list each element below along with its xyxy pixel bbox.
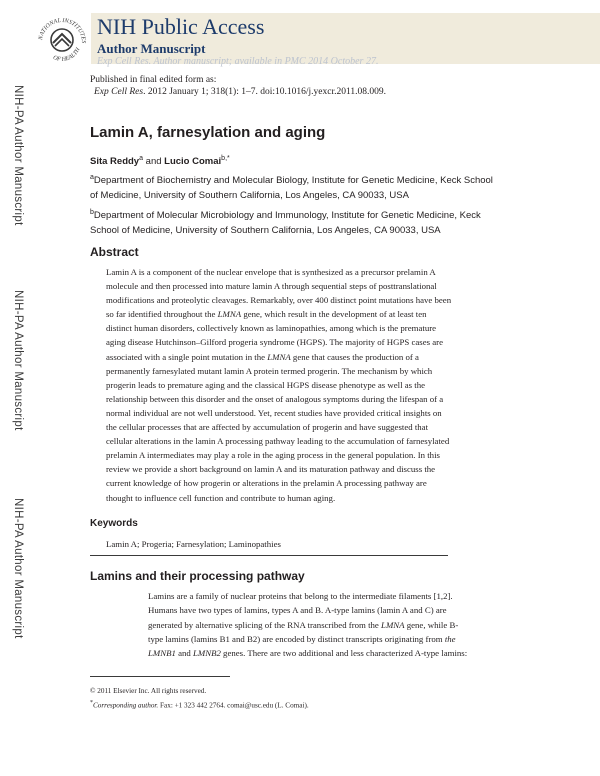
author-affiliation-mark: a <box>139 155 144 162</box>
footnote-divider <box>90 676 230 677</box>
availability-note: Exp Cell Res. Author manuscript; available in PMC 2014 October 27. <box>97 56 379 67</box>
abstract-line: distinct human disorders, collectively known as laminopathies, among which is the premature <box>106 323 437 334</box>
author-separator: and <box>143 156 165 168</box>
abstract-line: associated with a single point mutation in the LMNA gene that causes the production of a <box>106 351 419 362</box>
author-name: Sita Reddy <box>90 156 140 168</box>
abstract-line: permanently farnesylated mutant lamin A protein termed progerin. The mechanism by which <box>106 365 433 376</box>
article-title: Lamin A, farnesylation and aging <box>90 124 326 141</box>
abstract-line: modifications and proteolytic cleavages. Remarkably, over 400 distinct point mutations have been <box>106 295 452 306</box>
section-line: Lamins are a family of nuclear proteins that belong to the intermediate filaments [1,2]. <box>148 591 453 601</box>
abstract-heading: Abstract <box>90 245 139 259</box>
abstract-line: Lamin A is a component of the nuclear envelope that is synthesized as a precursor prelamin A <box>106 267 436 277</box>
copyright-note: © 2011 Elsevier Inc. All rights reserved. <box>90 687 207 695</box>
abstract-line: molecule and then processed into mature lamin A through sequential steps of posttranslational <box>106 281 437 292</box>
corresponding-contact: Fax: +1 323 442 2764. comai@usc.edu (L. Comai). <box>158 701 309 710</box>
affiliation-line: of Medicine, University of Southern California, Los Angeles, CA 90033, USA <box>90 190 409 202</box>
side-stamp-2: NIH-PA Author Manuscript <box>12 290 24 431</box>
corresponding-label: Corresponding author. <box>93 701 159 710</box>
abstract-body <box>106 265 498 505</box>
keywords-list: Lamin A; Progeria; Farnesylation; Laminopathies <box>106 539 281 549</box>
nih-banner <box>91 13 600 67</box>
section-line: Humans have two types of lamins, types A and B. A-type lamins (lamin A and C) are <box>148 605 447 616</box>
abstract-line: so far identified throughout the LMNA gene, which result in the development of at least ten <box>106 309 427 320</box>
affiliation-line: School of Medicine, University of Southern California, Los Angeles, CA 90033, USA <box>90 225 441 237</box>
svg-text:OF HEALTH: OF HEALTH <box>52 47 82 64</box>
author-manuscript-label: Author Manuscript <box>97 41 206 56</box>
corresponding-author-note <box>90 697 309 711</box>
keywords-heading: Keywords <box>90 518 138 529</box>
citation <box>90 86 386 98</box>
abstract-line: aging disease Hutchinson–Gilford progeria syndrome (HGPS). The majority of HGPS cases are <box>106 337 443 348</box>
keywords-divider <box>90 555 448 556</box>
author-name: Lucio Comai <box>164 156 222 168</box>
svg-text:NATIONAL INSTITUTES: NATIONAL INSTITUTES <box>38 17 87 44</box>
abstract-line: relationship between this disorder and the onset of analogous symptoms during the lifespan of a <box>106 393 444 404</box>
abstract-line: prelamin A intermediates may play a role in the aging process in the general population. In this <box>106 450 440 461</box>
section-line: type lamins (lamins B1 and B2) are encoded by distinct transcripts originating from the <box>148 633 456 644</box>
abstract-line: progerin leads to premature aging and the classical HGPS disease phenotype as well as the <box>106 379 426 390</box>
affiliation-line: Department of Molecular Microbiology and Immunology, Institute for Genetic Medicine, Keck <box>93 210 481 222</box>
nih-header <box>35 8 600 70</box>
footnotes <box>90 685 309 711</box>
section-line: LMNB1 and LMNB2 genes. There are two additional and less characterized A-type lamins: <box>148 648 468 659</box>
author-list <box>90 155 230 167</box>
section-body <box>148 589 510 660</box>
author-affiliation-mark: b,* <box>221 155 230 162</box>
nih-public-access-title: NIH Public Access <box>97 14 265 39</box>
affiliation-line: Department of Biochemistry and Molecular Biology, Institute for Genetic Medicine, Keck School <box>93 175 493 187</box>
affiliation-mark: b <box>90 209 94 216</box>
side-stamp-3: NIH-PA Author Manuscript <box>12 498 24 639</box>
publication-info <box>90 74 386 98</box>
affiliation-b <box>90 205 510 238</box>
journal-name: Exp Cell Res <box>94 87 144 97</box>
footnote-marker: * <box>90 700 93 706</box>
citation-details: . 2012 January 1; 318(1): 1–7. doi:10.1016/j.yexcr.2011.08.009. <box>143 87 387 97</box>
section-heading: Lamins and their processing pathway <box>90 569 305 583</box>
abstract-line: thought to influence cell function and contribute to human aging. <box>106 492 336 503</box>
abstract-line: current knowledge of how progerin or alterations in the prelamin A processing pathway are <box>106 478 427 489</box>
abstract-line: review we provide a short background on lamin A and its maturation pathway and discuss the <box>106 464 436 475</box>
side-stamp-1: NIH-PA Author Manuscript <box>12 85 24 226</box>
published-label: Published in final edited form as: <box>90 75 217 85</box>
abstract-line: the cellular processes that are affected by accumulation of progerin and have suggested that <box>106 422 429 433</box>
section-line: generated by alternative splicing of the RNA transcribed from the LMNA gene, while B- <box>148 619 459 630</box>
abstract-line: normal individual are not well understood. Yet, recent studies have provided critical insights on <box>106 407 442 418</box>
nih-seal-logo <box>35 12 89 66</box>
abstract-line: cellular alterations in the lamin A processing pathway leading to the accumulation of farnesylated <box>106 436 450 447</box>
affiliation-mark: a <box>90 174 94 181</box>
affiliation-a <box>90 170 510 203</box>
